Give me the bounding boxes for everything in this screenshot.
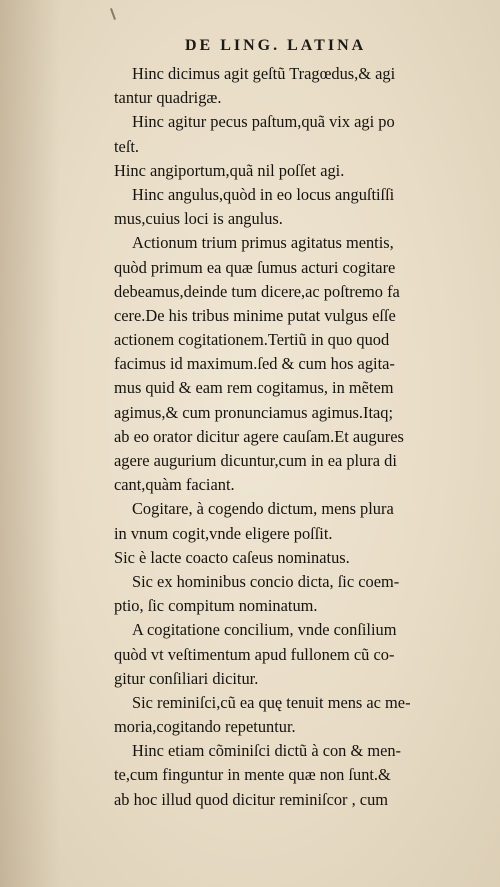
body-text <box>114 62 486 812</box>
text-line: teſt. <box>114 136 140 156</box>
text-line: Cogitare, à cogendo dictum, mens plura <box>132 499 394 519</box>
text-line: quòd primum ea quæ ſumus acturi cogitare <box>114 257 396 277</box>
gutter-shadow <box>0 0 60 887</box>
running-head: DE LING. LATINA <box>185 37 367 54</box>
text-line: Sic ex hominibus concio dicta, ſic coem- <box>132 571 400 591</box>
text-line: ab hoc illud quod dicitur reminiſcor , cum <box>114 789 389 809</box>
text-line: quòd vt veſtimentum apud fullonem cũ co- <box>114 644 395 664</box>
text-line: facimus id maximum.ſed & cum hos agita- <box>114 354 395 374</box>
text-line: moria,cogitando repetuntur. <box>114 717 296 737</box>
text-line: debeamus,deinde tum dicere,ac poſtremo fa <box>114 281 400 301</box>
text-line: Hinc angiportum,quã nil poſſet agi. <box>114 160 345 180</box>
text-line: Hinc dicimus agit geſtũ Tragœdus,& agi <box>132 64 396 83</box>
text-line: Actionum trium primus agitatus mentis, <box>132 233 394 253</box>
text-line: in vnum cogit,vnde eligere poſſit. <box>114 523 333 543</box>
text-line: agere augurium dicuntur,cum in ea plura di <box>114 451 397 470</box>
text-line: cant,quàm faciant. <box>114 475 235 495</box>
text-line: Hinc etiam cõminiſci dictũ à con & men- <box>132 741 401 761</box>
text-line: agimus,& cum pronunciamus agimus.Itaq; <box>114 402 394 422</box>
text-line: ptio, ſic compitum nominatum. <box>114 596 318 616</box>
text-line: cere.De his tribus minime putat vulgus eſſe <box>114 305 396 325</box>
text-line: mus quid & eam rem cogitamus, in mẽtem <box>114 378 394 398</box>
text-line: Sic è lacte coacto caſeus nominatus. <box>114 547 350 567</box>
text-line: mus,cuius loci is angulus. <box>114 209 283 229</box>
text-line: Sic reminiſci,cũ ea quę tenuit mens ac me- <box>132 692 411 712</box>
text-line: actionem cogitationem.Tertiũ in quo quod <box>114 330 390 350</box>
text-line: A cogitatione concilium, vnde conſilium <box>132 620 397 640</box>
text-line: te,cum finguntur in mente quæ non ſunt.& <box>114 765 391 785</box>
text-line: Hinc agitur pecus paſtum,quã vix agi po <box>132 112 395 132</box>
ink-mark <box>110 8 116 20</box>
text-line: gitur conſiliari dicitur. <box>114 668 259 688</box>
text-line: Hinc angulus,quòd in eo locus anguſtiſſi <box>132 184 395 204</box>
text-line: tantur quadrigæ. <box>114 88 222 108</box>
text-line: ab eo orator dicitur agere cauſam.Et augures <box>114 426 404 446</box>
